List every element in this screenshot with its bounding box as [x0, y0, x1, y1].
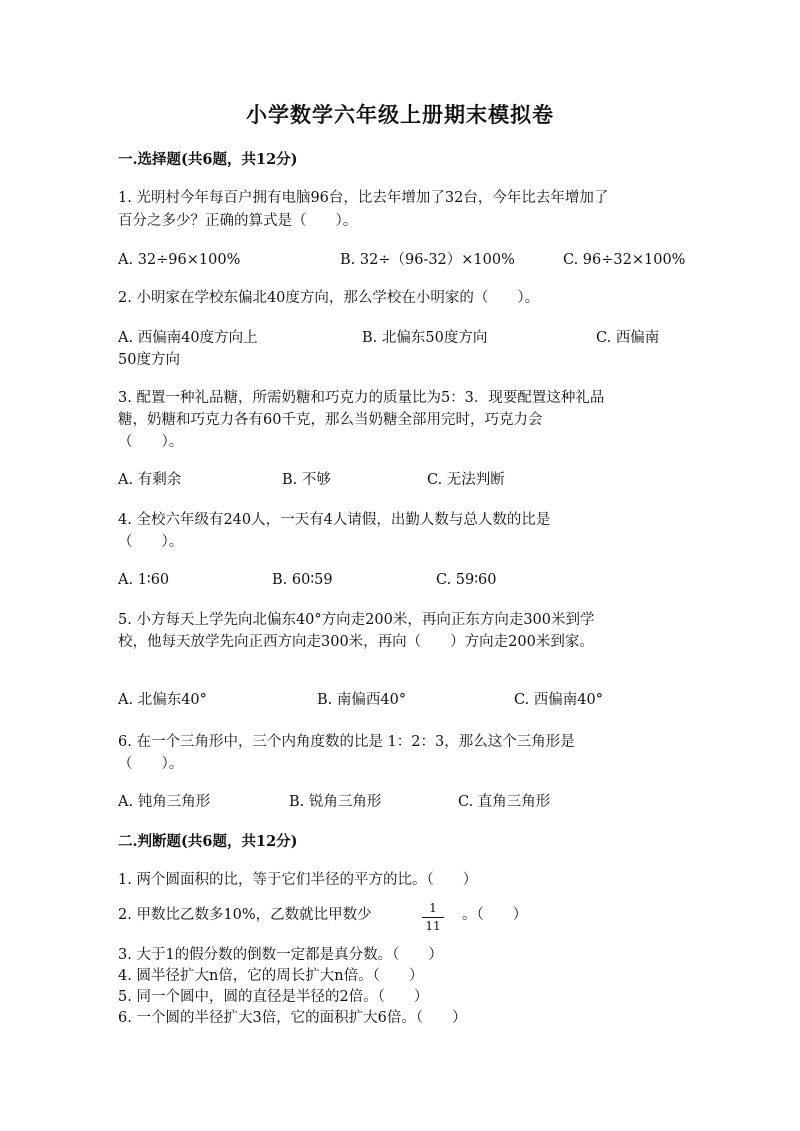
question-4-line-2: （ ）。 — [118, 534, 184, 550]
question-5-option-a: A. 北偏东40° — [118, 692, 207, 708]
question-2-option-a: A. 西偏南40度方向上 — [118, 330, 258, 346]
question-2-option-c: C. 西偏南 — [596, 330, 660, 346]
judgement-item-2: 2. 甲数比乙数多10%，乙数就比甲数少 — [118, 907, 372, 923]
question-2-line-1: 2. 小明家在学校东偏北40度方向，那么学校在小明家的（ ）。 — [118, 290, 540, 306]
question-5-line-1: 5. 小方每天上学先向北偏东40°方向走200米，再向正东方向走300米到学 — [118, 612, 595, 628]
question-6-line-2: （ ）。 — [118, 756, 184, 772]
judgement-item-5: 5. 同一个圆中，圆的直径是半径的2倍。（ ） — [118, 989, 429, 1005]
question-2-option-b: B. 北偏东50度方向 — [362, 330, 488, 346]
judgement-item-2-tail: 。（ ） — [462, 907, 528, 923]
section-heading-choice: 一.选择题(共6题，共12分) — [118, 151, 298, 168]
question-1-line-1: 1. 光明村今年每百户拥有电脑96台，比去年增加了32台，今年比去年增加了 — [118, 190, 609, 206]
fraction-numerator: 1 — [422, 901, 444, 918]
judgement-item-1: 1. 两个圆面积的比，等于它们半径的平方的比。（ ） — [118, 872, 478, 888]
question-2-option-c-continued: 50度方向 — [118, 352, 180, 368]
question-5-line-2: 校，他每天放学先向正西方向走300米，再向（ ）方向走200米到家。 — [118, 634, 594, 650]
question-3-option-c: C. 无法判断 — [427, 472, 505, 488]
question-3-option-b: B. 不够 — [282, 472, 331, 488]
question-1-option-c: C. 96÷32×100% — [563, 252, 686, 268]
question-3-option-a: A. 有剩余 — [118, 472, 182, 488]
question-1-line-2: 百分之多少？正确的算式是（ ）。 — [118, 213, 358, 229]
question-6-option-a: A. 钝角三角形 — [118, 794, 211, 810]
judgement-item-4: 4. 圆半径扩大n倍，它的周长扩大n倍。（ ） — [118, 968, 424, 984]
question-4-option-b: B. 60∶59 — [272, 572, 333, 588]
question-3-line-3: （ ）。 — [118, 434, 184, 450]
question-1-option-b: B. 32÷（96-32）×100% — [340, 252, 515, 268]
question-1-option-a: A. 32÷96×100% — [118, 252, 241, 268]
question-5-option-b: B. 南偏西40° — [317, 692, 407, 708]
question-5-option-c: C. 西偏南40° — [514, 692, 603, 708]
exam-title: 小学数学六年级上册期末模拟卷 — [246, 102, 554, 127]
section-heading-judgement: 二.判断题(共6题，共12分) — [118, 833, 298, 850]
question-3-line-2: 糖，奶糖和巧克力各有60千克，那么当奶糖全部用完时，巧克力会 — [118, 412, 543, 428]
question-6-option-b: B. 锐角三角形 — [289, 794, 382, 810]
question-4-option-c: C. 59∶60 — [436, 572, 497, 588]
judgement-item-6: 6. 一个圆的半径扩大3倍，它的面积扩大6倍。（ ） — [118, 1010, 467, 1026]
fraction-denominator: 11 — [425, 919, 441, 933]
judgement-item-3: 3. 大于1的假分数的倒数一定都是真分数。（ ） — [118, 947, 443, 963]
fraction-one-eleventh — [422, 901, 444, 934]
question-4-line-1: 4. 全校六年级有240人，一天有4人请假，出勤人数与总人数的比是 — [118, 512, 551, 528]
question-3-line-1: 3. 配置一种礼品糖，所需奶糖和巧克力的质量比为5：3．现要配置这种礼品 — [118, 390, 605, 406]
question-6-option-c: C. 直角三角形 — [458, 794, 551, 810]
question-4-option-a: A. 1∶60 — [118, 572, 170, 588]
question-6-line-1: 6. 在一个三角形中，三个内角度数的比是 1：2：3，那么这个三角形是 — [118, 734, 575, 750]
